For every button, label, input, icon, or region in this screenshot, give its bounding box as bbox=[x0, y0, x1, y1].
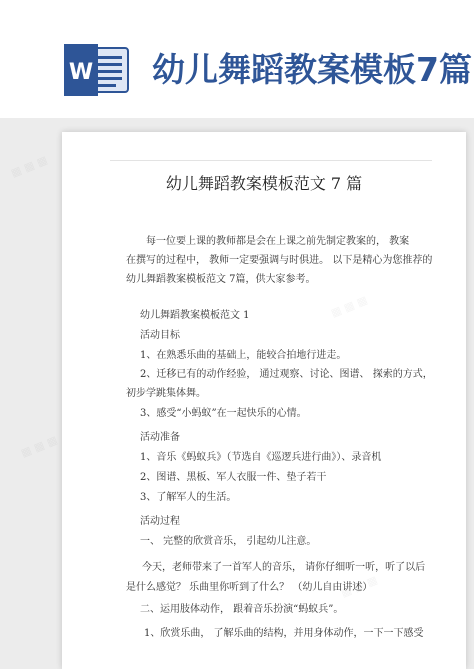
document-title: 幼儿舞蹈教案模板范文 7 篇 bbox=[165, 174, 363, 193]
prep-heading: 活动准备 bbox=[140, 432, 180, 443]
intro-line: 每一位要上课的教师都是会在上课之前先制定教案的， 教案 bbox=[146, 236, 410, 247]
header-banner bbox=[0, 0, 474, 118]
word-icon bbox=[62, 42, 130, 98]
process-item: 一、 完整的欣赏音乐， 引起幼儿注意。 bbox=[140, 536, 317, 547]
banner-title: 幼儿舞蹈教案模板7篇 bbox=[152, 50, 472, 89]
process-item: 今天，老师带来了一首军人的音乐， 请你仔细听一听，听了以后 bbox=[142, 562, 426, 573]
header-rule bbox=[110, 160, 432, 161]
goal-item: 1、在熟悉乐曲的基础上，能较合拍地行进走。 bbox=[140, 350, 347, 361]
goal-item: 3、感受“小蚂蚁”在一起快乐的心情。 bbox=[140, 408, 307, 419]
prep-item: 3、了解军人的生活。 bbox=[140, 492, 237, 503]
prep-item: 1、音乐《蚂蚁兵》（节选自《巡逻兵进行曲》）、录音机 bbox=[140, 452, 382, 463]
process-item: 1、欣赏乐曲， 了解乐曲的结构，并用身体动作，一下一下感受 bbox=[144, 628, 424, 639]
process-heading: 活动过程 bbox=[140, 516, 180, 527]
prep-item: 2、图谱、黑板、军人衣服一件、垫子若干 bbox=[140, 472, 327, 483]
intro-line: 幼儿舞蹈教案模板范文 7篇，供大家参考。 bbox=[126, 274, 316, 285]
goals-heading: 活动目标 bbox=[140, 330, 180, 341]
intro-line: 在撰写的过程中， 教师一定要强调与时俱进。 以下是精心为您推荐的 bbox=[126, 255, 433, 266]
process-item: 二、运用肢体动作， 跟着音乐扮演“蚂蚁兵”。 bbox=[140, 604, 344, 615]
section-title: 幼儿舞蹈教案模板范文 1 bbox=[140, 310, 250, 321]
goal-item: 初步学跳集体舞。 bbox=[126, 388, 206, 399]
goal-item: 2、迁移已有的动作经验， 通过观察、讨论、图谱、 探索的方式， bbox=[140, 369, 433, 380]
process-item: 是什么感觉？ 乐曲里你听到了什么？ （幼儿自由讲述） bbox=[126, 582, 373, 593]
document-page[interactable] bbox=[62, 132, 466, 669]
word-icon-letter: W bbox=[68, 60, 94, 85]
